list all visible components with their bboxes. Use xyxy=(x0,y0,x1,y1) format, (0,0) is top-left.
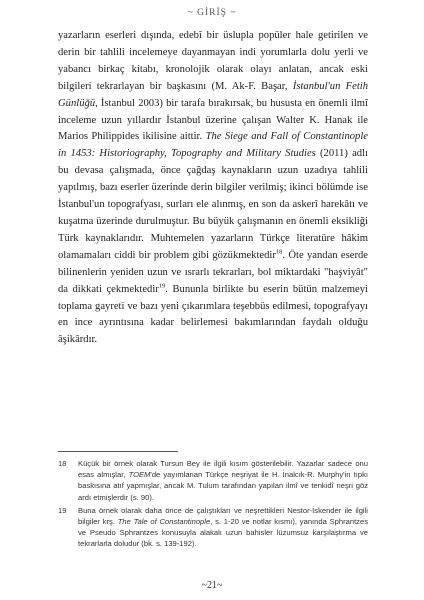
footnote-divider xyxy=(58,451,178,452)
footnote-19 xyxy=(58,505,368,550)
running-header: ~ GİRİŞ ~ xyxy=(187,8,237,18)
footnote-18 xyxy=(58,458,368,503)
footnote-text-segment: 'de yayımlanan Türkçe neşriyat ile H. İnalcık-R. Murphy'in tıpkı baskısına atıf yapmışlar, ancak M. Tulum tarafından yapılan ilmî ve tenkidî neşri göz ardı etmişlerdir (s. 90). xyxy=(78,470,368,502)
footnote-text-segment: Küçük bir örnek olarak Tursun Bey ile ilgili kısım gösterilebilir. Yazarlar sadece onu esas almışlar, xyxy=(78,459,368,480)
footnote-ref-19[interactable]: 19 xyxy=(158,282,166,290)
text-segment: (2011) adlı bu devasa çalışmada, önce çağdaş kaynakların uzun uzadıya tahlili yapılmış, bazı eserler üzerinde derin bilgiler verilmiş; ikinci bölümde ise İstanbul'un topografyası, surları ele alınmış, en son da askerî harekâtı ve kuşatma üzerinde durulmuştur. Bu büyük çalışmanın en önemli eksikliği Türk kaynaklarıdır. Muhtemelen yazarların Türkçe literatüre hâkim olamamaları ciddi bir problem gibi gözükmektedir xyxy=(58,148,368,261)
footnote-text xyxy=(78,505,368,550)
page-number: ~21~ xyxy=(201,580,223,591)
footnote-number: 18 xyxy=(58,459,67,468)
footnote-text xyxy=(78,458,368,503)
footnotes xyxy=(58,458,368,552)
text-segment: . Öte yandan eserde bilinenlerin yeniden uzun ve ısrarlı tekrarları, bol miktardaki "haşviyât" da dikkati çekmektedir xyxy=(58,249,368,295)
footnote-italic: TOEM xyxy=(128,470,151,480)
book-title-italic: İstanbul'un Fetih Günlüğü xyxy=(58,80,369,109)
text-segment: , İstanbul 2003) bir tarafa bırakırsak, bu hususta en önemli ilmî inceleme uzun yıllardır İstanbul üzerine çalışan Walter K. Hanak ile Marios Philippides ikilisine aittir. xyxy=(58,97,368,143)
main-paragraph xyxy=(58,28,368,349)
footnote-italic: The Tale of Constantinople xyxy=(117,517,211,527)
footnote-number: 19 xyxy=(58,505,67,515)
footnote-ref-18[interactable]: 18 xyxy=(275,248,283,256)
main-text xyxy=(58,28,368,349)
text-segment: yazarların eserleri dışında, edebî bir üslupla popüler hale getirilen ve derin bir tahlili incelemeye dayanmayan indi yorumlarla dolu yerli ve yabancı birkaç kitabı, kronolojik olarak olayı anlatan, ancak eski bilgileri tekrarlayan bir başkasını (M. Ak-F. Başar, xyxy=(58,30,368,92)
book-title-italic: The Siege and Fall of Constantinople in 1453: Historiography, Topography and Military Studies xyxy=(58,131,369,160)
footnote-text-segment: Buna örnek olarak daha önce de çalıştıkları ve neşrettikleri Nestor-İskender ile ilgili bilgiler krş. xyxy=(78,505,368,527)
footnote-text-segment: , s. 1-20 ve notlar kısmı), yanında Sphrantzes ve Pseudo Sphrantzes konusuyla alakalı uzun bahisler lüzumsuz karşılaştırma ve tekrarlarla doludur (bk. s. 139-192). xyxy=(78,517,369,549)
text-segment: . Bununla birlikte bu eserin bütün malzemeyi toplama gayreti ve bazı yeni çıkarımlara teşebbüs edilmesi, topografyayı en ince ayrıntısına kadar belirlemesi bakımlarından faydalı olduğu âşikârdır. xyxy=(58,283,368,346)
